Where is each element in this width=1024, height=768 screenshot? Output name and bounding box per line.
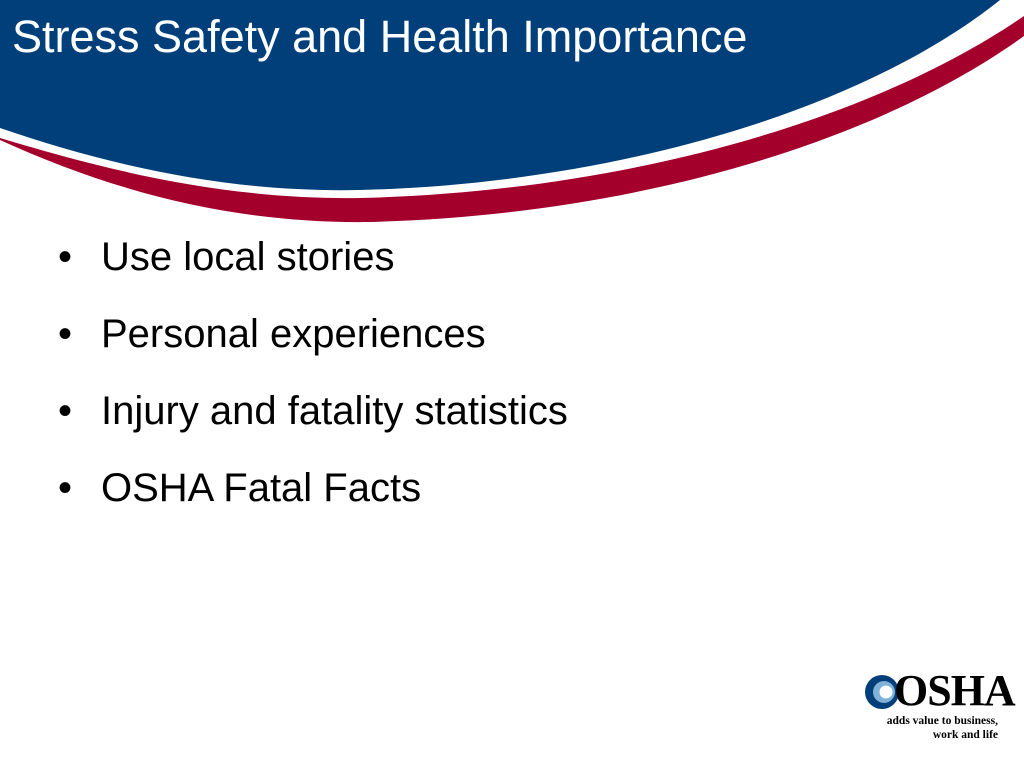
- bullet-item: [58, 230, 568, 284]
- bullet-dot: •: [58, 312, 73, 356]
- logo-tagline-line2: work and life: [932, 729, 998, 741]
- bullet-item: [58, 461, 568, 515]
- bullet-text: Personal experiences: [101, 312, 486, 356]
- bullet-dot: •: [58, 235, 73, 279]
- logo-tagline: [864, 714, 998, 742]
- logo-wordmark: OSHA: [894, 666, 1015, 715]
- bullet-item: [58, 307, 568, 361]
- slide-title: Stress Safety and Health Importance: [12, 11, 748, 62]
- logo-tagline-line1: adds value to business,: [886, 715, 998, 727]
- osha-logo: [864, 666, 1015, 746]
- bullet-text: Injury and fatality statistics: [101, 389, 568, 433]
- bullet-dot: •: [58, 466, 73, 510]
- bullet-list: [58, 230, 568, 538]
- bullet-text: OSHA Fatal Facts: [101, 466, 422, 510]
- bullet-dot: •: [58, 389, 73, 433]
- bullet-text: Use local stories: [101, 235, 395, 279]
- bullet-item: [58, 384, 568, 438]
